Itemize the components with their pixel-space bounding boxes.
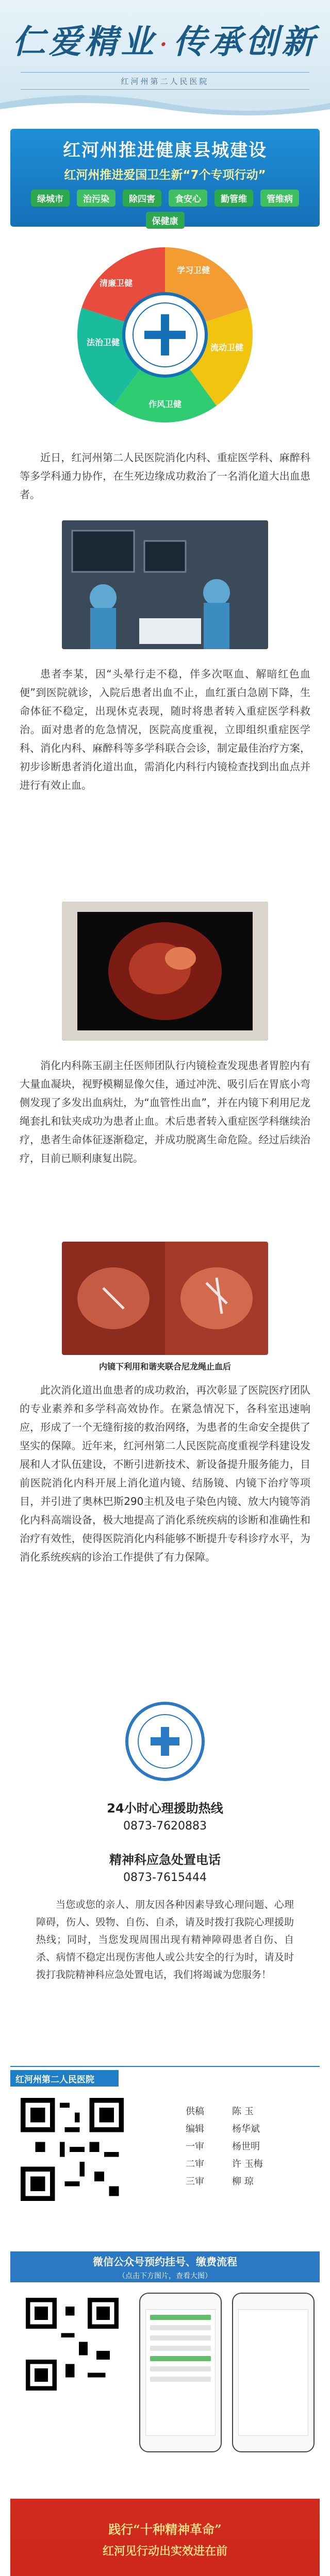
wheel-graphic <box>62 237 268 433</box>
action-tag: 食安心 <box>169 190 207 207</box>
credit-row <box>186 2156 309 2173</box>
hotline-section <box>15 1700 315 2050</box>
emergency-hotline-number[interactable]: 0873-7615444 <box>123 1871 207 1884</box>
banner-slogan-right: 传承创新 <box>173 23 318 61</box>
banner-slogan-left: 仁爱精业 <box>12 23 157 61</box>
endoscope-screen-photo <box>62 902 268 1041</box>
credit-value: 柳 琼 <box>232 2176 254 2187</box>
emergency-hotline-title: 精神科应急处置电话 <box>109 1853 221 1867</box>
sub-title: 红河州推进爱国卫生新“7个专项行动” <box>64 168 266 182</box>
credit-row <box>186 2103 309 2121</box>
wheel-label: 清廉卫健 <box>99 278 133 288</box>
payment-step-screenshot[interactable] <box>139 2293 222 2452</box>
payment-flow-images <box>10 2287 320 2494</box>
main-title: 红河州推进健康县城建设 <box>63 140 267 161</box>
banner-subtitle <box>21 72 309 90</box>
credit-label: 二审 <box>186 2159 204 2170</box>
action-tag: 治污染 <box>77 190 116 207</box>
official-account-qr-code[interactable] <box>21 2098 124 2201</box>
payment-step-screenshot[interactable] <box>232 2293 315 2452</box>
action-tag: 绿城市 <box>31 190 70 207</box>
payment-flow-title: 微信公众号预约挂号、缴费流程 <box>93 2255 237 2268</box>
credit-row <box>186 2138 309 2156</box>
payment-flow-banner[interactable] <box>10 2251 320 2282</box>
wave-decoration <box>0 88 330 118</box>
article-paragraph: 此次消化道出血患者的成功救治，再次彰显了医院医疗团队的专业素养和多学科高效协作。在紧急情况下，各科室迅速响应，形成了一个无缝衔接的救治网络，为患者的生命安全提供了坚实的保障。近年来，红河州第二人民医院高度重视学科建设发展和人才队伍建设，不断引进新技术、新设备提升服务能力，目前医院消化内科开展上消化道内镜、结肠镜、内镜下治疗等项目，并引进了奥林巴斯290主机及电子染色内镜、放大内镜等消化内科高端设备，极大地提高了消化系统疾病的诊断和准确性和治疗有效性，使得医院消化内科能够不断提升专科诊疗水平，为消化系统疾病的诊治工作提供了有力保障。 <box>20 1384 310 1563</box>
credit-label: 供稿 <box>186 2106 204 2117</box>
endoscopic-clip-photo <box>62 1242 268 1355</box>
action-tags <box>21 190 309 229</box>
article-paragraph: 近日，红河州第二人民医院消化内科、重症医学科、麻醉科等多学科通力协作，在生死边缘成功救治了一名消化道大出血患者。 <box>20 451 310 501</box>
credit-row <box>186 2173 309 2191</box>
psych-hotline-number[interactable]: 0873-7620883 <box>123 1820 207 1833</box>
banner-slogan: 仁爱精业 ·传承创新 <box>12 23 318 61</box>
article-paragraph: 患者李某，因“头晕行走不稳，伴多次呕血、解暗红色血便”到医院就诊，入院后患者出血不止，血红蛋白急剧下降，生命体征不稳定，出现休克表现，随时将患者转入重症医学科救治。面对患者的危急情况，医院高度重视，立即组织重症医学科、消化内科、麻醉科等多学科联合会诊，制定最佳治疗方案，初步诊断患者消化道出血，需消化内科行内镜检查找到出血点并进行有效止血。 <box>20 668 310 791</box>
hotline-description: 当您或您的亲人、朋友因各种因素导致心理问题、心理障碍，伤人、毁物、自伤、自杀，请及时拨打我院心理援助热线；同时，当您发现周围出现有精神障碍患者自伤、自杀、病情不稳定出现伤害他人或公共安全的行为时，请及时拨打我院精神科应急处置电话，我们将竭诚为您服务！ <box>36 1899 294 1980</box>
credit-value: 杨世明 <box>232 2141 260 2152</box>
action-tag: 保健康 <box>146 212 185 229</box>
hospital-name: 红河州第二人民医院 <box>121 76 209 86</box>
poster-slogan-sub: 红河见行动出实效进在前 <box>102 2545 227 2558</box>
psych-hotline-title: 24小时心理援助热线 <box>107 1801 223 1816</box>
wheel-label: 流动卫健 <box>210 343 244 352</box>
credits-section <box>10 2066 320 2221</box>
endoscopy-team-photo <box>62 520 268 649</box>
campaign-poster <box>10 2499 320 2576</box>
payment-flow-subtitle: （点击下方图片，查看大图） <box>118 2272 212 2280</box>
credit-label: 三审 <box>186 2176 204 2187</box>
poster-slogan-top: 践行“十种精神革命” <box>108 2522 222 2537</box>
five-health-wheel <box>62 237 268 433</box>
title-block <box>10 129 320 227</box>
wheel-label: 学习卫健 <box>176 265 210 275</box>
credit-row <box>186 2121 309 2138</box>
credit-label: 编辑 <box>186 2124 204 2134</box>
wheel-label: 作风卫健 <box>148 399 182 409</box>
credit-value: 陈 玉 <box>232 2106 254 2117</box>
header-banner <box>0 0 330 118</box>
credit-list <box>186 2103 309 2191</box>
credit-label: 一审 <box>186 2141 204 2152</box>
article-paragraph: 消化内科陈玉副主任医师团队行内镜检查发现患者胃腔内有大量血凝块，视野模糊显像欠佳，通过冲洗、吸引后在胃底小弯侧发现了多发出血病灶，为“血管性出血”，并在内镜下利用尼龙绳套扎和钛夹成功为患者止血。术后患者转入重症医学科继续治疗，患者生命体征逐渐稳定，并成功脱离生命危险。经过后续治疗，目前已顺利康复出院。 <box>20 1059 310 1164</box>
hospital-emblem-icon <box>124 1700 206 1783</box>
photo-caption: 内镜下利用和谐夹联合尼龙绳止血后 <box>98 1362 231 1371</box>
action-tag: 管维病 <box>260 190 299 207</box>
credits-section-title: 红河州第二人民医院 <box>10 2070 119 2087</box>
credit-value: 许 玉梅 <box>232 2159 263 2170</box>
wheel-label: 法治卫健 <box>86 337 120 347</box>
payment-qr-code[interactable] <box>26 2298 119 2391</box>
action-tag: 勤管维 <box>214 190 253 207</box>
credit-value: 杨华斌 <box>232 2124 260 2134</box>
action-tag: 除四害 <box>123 190 161 207</box>
